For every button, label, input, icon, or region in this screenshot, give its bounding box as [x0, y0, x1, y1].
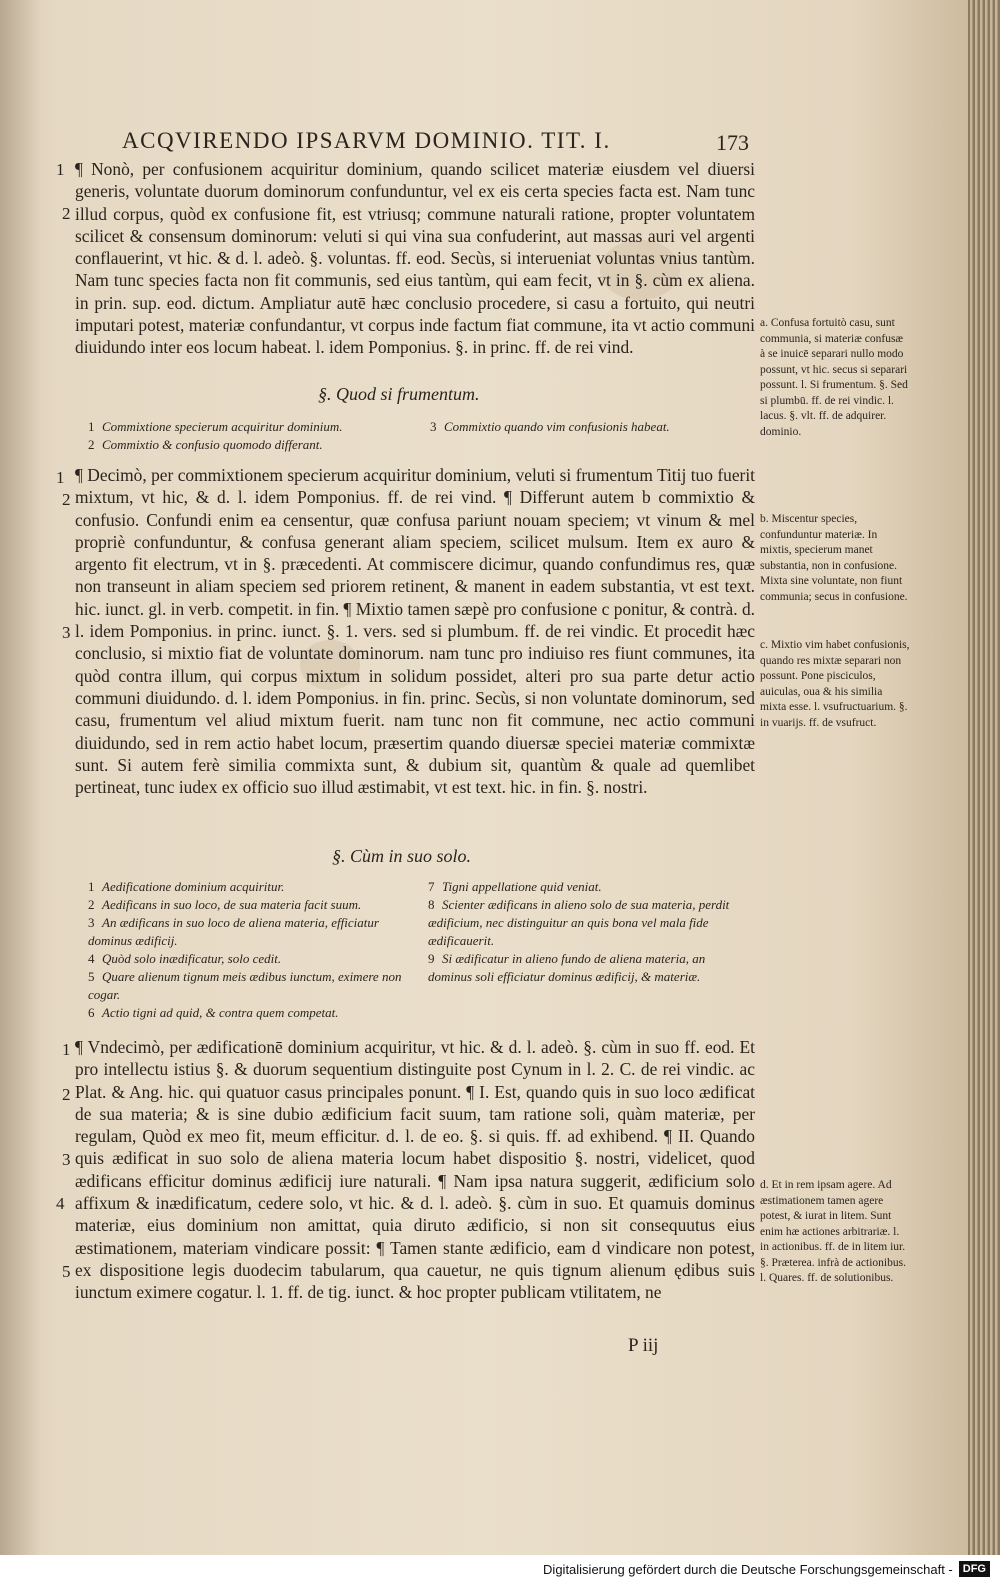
- line-number: 2: [62, 490, 71, 509]
- line-number: 1: [62, 1040, 71, 1059]
- line-number: 5: [62, 1262, 71, 1281]
- margin-note-c: c. Mixtio vim habet confusionis, quando res mixtæ separari non possunt. Pone pisciculos, auiculas, oua & his similia mixta esse. l. vsufructuarium. §. in vuarijs. ff. de vsufruct.: [760, 639, 910, 729]
- margin-note-b: b. Miscentur species, confunduntur materiæ. In mixtis, specierum manet substantia, non in confusione. Mixta sine voluntate, non fiunt communia; secus in confusione.: [760, 513, 908, 603]
- line-number: 2: [62, 1085, 71, 1104]
- margin-note-a: a. Confusa fortuitò casu, sunt communia, si materiæ confusæ à se inuicē separari nullo modo possunt, vt hic. secus si separari possunt. l. Si frumentum. §. Sed si plumbū. ff. de rei vindic. l. lacus. §. vlt. ff. de adquirer. dominio.: [760, 317, 908, 438]
- running-title: ACQVIRENDO IPSARVM DOMINIO. TIT. I.: [122, 128, 611, 153]
- line-number: 1: [56, 160, 65, 179]
- section-title: §. Quod si frumentum.: [318, 384, 480, 404]
- section-index: 1 Aedificatione dominium acquiritur. 2 Aedificans in suo loco, de sua materia facit suum. 3 An ædificans in suo loco de aliena materia, efficiatur dominus ædificij. 4 Quòd solo inædificatur, solo cedit. 5 Quare alienum tignum meis ædibus iunctum, eximere non cogar. 6 Actio tigni ad quid, & contra quem competat.: [88, 879, 402, 1020]
- digitization-footer: [0, 1555, 1000, 1583]
- page-number: 173: [716, 130, 749, 155]
- section-index: 3 Commixtio quando vim confusionis habeat.: [430, 419, 670, 434]
- paragraph-nono: ¶ Nonò, per confusionem acquiritur dominium, quando scilicet materiæ eiusdem vel diuersi generis, voluntate duorum dominorum confunduntur, vel ex eis certa species facta est. Nam tunc illud corpus, quòd ex confusione fit, est vtriusq; commune naturali ratione, propter voluntatem scilicet & consensum dominorum: veluti si qui vina sua confuderint, aut massas auri vel argenti conflauerint, vt hic. & d. l. adeò. §. voluntas. ff. eod. Secùs, si interueniat voluntas vnius tantùm. Nam tunc species facta non fit communis, sed eius tantùm, qui eam fecit, vt in §. cùm ex aliena. in prin. sup. eod. dictum. Ampliatur autē hæc conclusio procedere, si casu a fortuito, qui neutri imputari potest, materiæ confundantur, vt corpus inde factum fiat commune, ita vt actio communi diuidundo inter eos locum habeat. l. idem Pomponius. §. in princ. ff. de rei vind.: [75, 159, 755, 358]
- line-number: 3: [62, 623, 71, 642]
- signature-mark: P iij: [628, 1335, 659, 1356]
- line-number: 4: [56, 1194, 65, 1213]
- paragraph-vndecimo: ¶ Vndecimò, per ædificationē dominium acquiritur, vt hic. & d. l. adeò. §. cùm in suo ff. eod. Et pro intellectu istius §. & duorum sequentium distinguite post Cynum in l. 2. C. de rei vindic. ac Plat. & Ang. hic. qui quatuor casus principales ponunt. ¶ I. Est, quando quis in suo loco ædificat de sua materia; & is sine dubio ædificium facit suum, tam ratione soli, quàm materiæ, per regulam, Quòd ex meo fit, meum efficitur. d. l. de eo. §. si quis. ff. ad exhibend. ¶ II. Quando quis ædificat in suo solo de aliena materia locum habet dispositio §. nostri, videlicet, quod ædificans efficitur dominus ædificij iure naturali. ¶ Nam ipsa natura suggerit, ædificium solo affixum & inædificatum, cedere solo, vt hic. & d. l. adeò. §. cùm in suo. Et quamuis dominus materiæ, eius dominium non amittat, quia diruto ædificio, si non sit consequutus eius æstimationem, materiam vindicare possit: ¶ Tamen stante ædificio, eam d vindicare non potest, ex dispositione legis duodecim tabularum, qua cauetur, ne quis tignum alienum ędibus suis iunctum eximere cogatur. l. 1. ff. de tig. iunct. & hoc propter publicam vtilitatem, ne: [75, 1037, 755, 1303]
- line-number: 1: [56, 468, 65, 487]
- footer-credit: Digitalisierung gefördert durch die Deutsche Forschungsgemeinschaft -: [543, 1561, 953, 1577]
- section-index: 7 Tigni appellatione quid veniat. 8 Scienter ædificans in alieno solo de sua materia, perdit ædificium, nec distinguitur an quis bona vel mala fide ædificauerit. 9 Si ædificatur in alieno fundo de aliena materia, an dominus soli efficiatur dominus ædificij, & materiæ.: [428, 879, 730, 984]
- margin-note-d: d. Et in rem ipsam agere. Ad æstimationem tamen agere potest, & iurat in litem. Sunt enim hæ actiones arbitrariæ. l. in actionibus. ff. de in litem iur. §. Præterea. infrà de actionibus. l. Quares. ff. de solutionibus.: [760, 1179, 906, 1284]
- gutter-shadow: [0, 0, 40, 1555]
- line-number: 3: [62, 1150, 71, 1169]
- dfg-logo: DFG: [959, 1561, 990, 1577]
- section-title: §. Cùm in suo solo.: [332, 846, 472, 866]
- paragraph-decimo: ¶ Decimò, per commixtionem specierum acquiritur dominium, veluti si frumentum Titij tuo fuerit mixtum, vt hic, & d. l. idem Pomponius. ff. de rei vind. ¶ Differunt autem b commixtio & confusio. Confundi enim ea censentur, quæ confusa pariunt nouam speciem; vt vinum & mel propriè confunduntur, & confusa generant aliam speciem, scilicet mulsum. Item ex auro & argento fit electrum, vt in §. præcedenti. At commiscere dicimur, quando confundimus res, quæ non transeunt in aliam speciem sed priorem retinent, & manent in eadem substantia, vt est text. hic. iunct. gl. in verb. competit. in fin. ¶ Mixtio tamen sæpè pro confusione c ponitur, & contrà. d. l. idem Pomponius. in princ. iunct. §. 1. vers. sed si plumbum. ff. de rei vindic. Et procedit hæc conclusio, si mixtio fiat de voluntate dominorum. nam tunc pro indiuiso res fiunt communes, ita quòd contra illum, qui corpus mixtum in solidum possidet, alteri pro sua parte detur actio communi diuidundo. d. l. idem Pomponius. in fin. princ. Secùs, si non voluntate dominorum, sed casu, frumentum vel aliud mixtum fuerit. nam tunc non fit commune, nec actio communi diuidundo, sed in rem actio habet locum, præsertim quando diuersæ speciei materiæ commixtæ sunt. Si autem ferè similia commixta sunt, & dubium sit, quantùm & quale ad quemlibet pertineat, tunc iudex ex officio suo illud æstimabit, vt est text. hic. in fin. §. nostri.: [75, 465, 755, 798]
- book-fore-edge: [968, 0, 1000, 1555]
- section-index: 1 Commixtione specierum acquiritur dominium. 2 Commixtio & confusio quomodo differant.: [88, 419, 343, 452]
- line-number: 2: [62, 204, 71, 223]
